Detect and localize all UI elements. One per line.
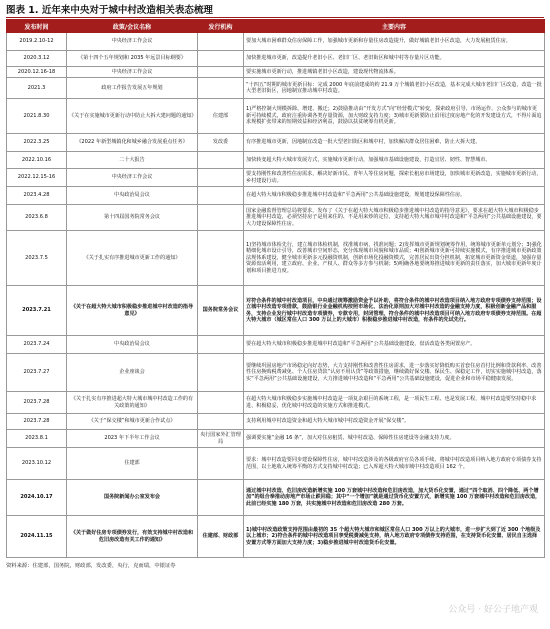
row-date: 2023.6.8 <box>7 205 67 231</box>
row-meeting: 《关于做好住房专项债券发行，有效支持城中村改造和危旧房改造有关工作的通知》 <box>67 516 198 558</box>
row-date: 2022.10.16 <box>7 152 67 169</box>
table-row <box>7 78 545 99</box>
row-content: 通过城中村改造、危旧房改造新增实施 100 万套城中村改造和危旧房改造，加大货币化安置，通过“四个取消、四个降低、两个增加”的组合拳推动房地产市场止跌回稳；其中“一个增加”就是通过货币化安置方式，新增实施 100 万套城中村改造和危旧房改造，此前已经实施 180 万套，共实施城中村改造和危旧房改造 280 万套。 <box>244 480 545 516</box>
row-issuer <box>198 33 244 51</box>
table-row <box>7 67 545 78</box>
table-row <box>7 286 545 336</box>
table-row <box>7 430 545 448</box>
row-issuer <box>198 480 244 516</box>
watermark: 公众号 · 好公子地产观 <box>448 605 538 615</box>
row-date: 2022.12.15-16 <box>7 169 67 187</box>
row-date: 2023.7.27 <box>7 354 67 392</box>
row-meeting: 《第十四个五年规划和 2035 年远景目标纲要》 <box>67 51 198 67</box>
row-date: 2023.7.28 <box>7 414 67 430</box>
row-issuer: 国务院常务会议 <box>198 286 244 336</box>
row-content: 要加大城市困难群众住房保障工作，加强城市更新和存量住房改造提升，做好城镇老旧小区改造，大力发展租赁住房。 <box>244 33 545 51</box>
row-issuer <box>198 231 244 286</box>
row-issuer <box>198 392 244 414</box>
row-content: 在超大特大城市积极稳步推进城中村改造和“平急两用”公共基础设施建设，规划建设保障性住房。 <box>244 187 545 205</box>
row-issuer: 住建部、财政部 <box>198 516 244 558</box>
column-header-content: 主要内容 <box>244 20 545 33</box>
table-row <box>7 51 545 67</box>
row-meeting: 中央政治局会议 <box>67 336 198 354</box>
row-issuer <box>198 354 244 392</box>
row-date: 2024.10.17 <box>7 480 67 516</box>
row-meeting: 《关于在实施城市更新行动中防止大拆大建问题的通知》 <box>67 99 198 134</box>
table-row <box>7 392 545 414</box>
row-date: 2021.8.30 <box>7 99 67 134</box>
row-issuer <box>198 169 244 187</box>
row-issuer <box>198 336 244 354</box>
row-issuer <box>198 448 244 480</box>
row-content: “十四五”时期的城市更新目标：完成 2000 年底前建成的约 21.9 万个城镇老旧小区改造，基本完成大城市老旧厂区改造，改造一批大型老旧街区，因地制宜推动城中村改造。 <box>244 78 545 99</box>
column-header-meeting: 政策/会议名称 <box>67 20 198 33</box>
row-issuer <box>198 152 244 169</box>
row-content: 要支持刚性和改善性住房需求，解决好新市民、青年人等住房问题，探索长租房市场建设，加快城市更新改造，实施城市更新行动，乡村建设行动。 <box>244 169 545 187</box>
table-row <box>7 231 545 286</box>
row-issuer: 住建部 <box>198 99 244 134</box>
row-date: 2023.7.5 <box>7 231 67 286</box>
row-content: 对符合条件的城中村改造项目，中央通过统筹激励资金予以补助，将符合条件的城中村改造项目纳入地方政府专项债券支持范围；设立城中村改造专项借款，鼓励银行业金融机构按照市场化、法治化原则加大对城中村改造的金融支持力度，积极创新金融产品和服务，支持企业发行城中村改造专项债券，专款专用，封闭管理，符合条件的城中村改造项目可纳入地方政府专项债券支持范围。在超大特大城市（城区常住人口 300 万以上的大城市）积极稳步推进城中村改造，有条件的先试先行。 <box>244 286 545 336</box>
table-row <box>7 33 545 51</box>
table-row <box>7 169 545 187</box>
table-row <box>7 414 545 430</box>
row-meeting: 《关于“保交楼”和城市更新合作试点》 <box>67 414 198 430</box>
row-date: 2023.10.12 <box>7 448 67 480</box>
table-row <box>7 480 545 516</box>
row-meeting: 国务院新闻办公室发布会 <box>67 480 198 516</box>
table-row <box>7 205 545 231</box>
table-row <box>7 99 545 134</box>
row-issuer <box>198 187 244 205</box>
row-date: 2023.7.28 <box>7 392 67 414</box>
row-content: 强调要实施“金融 16 条”，加大对住房租赁、城中村改造、保障性住房建设等金融支持力度。 <box>244 430 545 448</box>
column-header-date: 发布时间 <box>7 20 67 33</box>
column-header-issuer: 发行机构 <box>198 20 244 33</box>
table-row <box>7 152 545 169</box>
row-content: 有序推进城市更新，因地制宜改造一批大型老旧街区和城中村，加快解决群众居住困难，防止大拆大建。 <box>244 134 545 152</box>
table-row <box>7 516 545 558</box>
table-body <box>7 33 545 558</box>
row-date: 2021.3 <box>7 78 67 99</box>
row-issuer <box>198 67 244 78</box>
row-content: 要求：城中村改造要同步建设保障性住房，城中村改造涉及的各级政府官员各项手续、将城中村改造项目纳入地方政府专项债券支持范围，以土地收入统筹平衡的方式支持城中村改造；已入库超大特大城市城中村改造项目 162 个。 <box>244 448 545 480</box>
table-row <box>7 336 545 354</box>
row-date: 2020.12.16-18 <box>7 67 67 78</box>
row-content: 要在超大特大城市积极稳步推进城中村改造和“平急两用”公共基础设施建设，盘活改造各类闲置房产。 <box>244 336 545 354</box>
row-meeting: 中央经济工作会议 <box>67 67 198 78</box>
table-row <box>7 354 545 392</box>
row-meeting: 《关于在超大特大城市积极稳步推进城中村改造的指导意见》 <box>67 286 198 336</box>
row-content: 要继续巩固房地产市场稳定向好态势，大力支持刚性和改善性住房需求，进一步落实好降低购买首套住房首付比例和贷款利率、改善性住房换购税费减免、个人住房贷款“认房不用认贷”等政策措施，继续做好保交楼、保民生、保稳定工作，切实实施城中村改造，落实“平急两用”公共基础设施建设，大力推进城中村改造和“平急两用”公共基础设施建设，促进企业和市场平稳健康发展。 <box>244 354 545 392</box>
row-meeting: 中央经济工作会议 <box>67 169 198 187</box>
row-meeting: 中央政治局会议 <box>67 187 198 205</box>
row-content: 要实施城市更新行动，推进城镇老旧小区改造，建设现代物流体系。 <box>244 67 545 78</box>
row-issuer <box>198 78 244 99</box>
row-date: 2023.7.24 <box>7 336 67 354</box>
row-issuer: 发改委 <box>198 134 244 152</box>
row-issuer <box>198 414 244 430</box>
row-meeting: 二十大报告 <box>67 152 198 169</box>
row-date: 2022.3.25 <box>7 134 67 152</box>
row-meeting: 《2022 年新型城镇化和城乡融合发展重点任务》 <box>67 134 198 152</box>
row-meeting: 中央经济工作会议 <box>67 33 198 51</box>
figure-title: 图表 1. 近年来中央对于城中村改造相关表态梳理 <box>6 4 544 18</box>
row-date: 2023.7.21 <box>7 286 67 336</box>
row-date: 2020.3.12 <box>7 51 67 67</box>
row-meeting: 政府工作报告发展五年规划 <box>67 78 198 99</box>
row-content: 在超大特大城市积极稳步实施城中村改造是一项复杂艰巨的系统工程，是一项民生工程、也是发展工程，城中村改造要坚持稳中求进、积极稳妥，优化城中村改造的实施方式和推进模式。 <box>244 392 545 414</box>
source-note: 资料来源：住建部，国务院，财政部，发改委，央行，克而瑞，中银证券 <box>6 563 176 569</box>
table-header-row <box>7 20 545 33</box>
row-content: 加快推进城市更新，改造提升老旧小区、老旧厂区、老旧街区和城中村等存量片区功能。 <box>244 51 545 67</box>
table-row <box>7 134 545 152</box>
policy-table <box>6 19 545 558</box>
table-row <box>7 448 545 480</box>
row-meeting: 企业座谈会 <box>67 354 198 392</box>
row-date: 2024.11.15 <box>7 516 67 558</box>
row-content: 加快转变超大特大城市发展方式，实施城市更新行动，加强城市基础设施建设，打造宜居、韧性、智慧城市。 <box>244 152 545 169</box>
row-content: 1)严格控制大规模拆除、增建、搬迁；2)鼓励推动由“开发方式”向“经营模式”转变，探索政府引导、市场运作、公众参与的城市更新可持续模式，政府注重协调各类存量资源，加大财政支持力度；3)城市更新要防止沿用过度房地产化的开发建设方式，不得片面追求规模扩张带来的短期效益和经济利益，鼓励以扶贫统筹有机更新。 <box>244 99 545 134</box>
row-meeting: 住建部 <box>67 448 198 480</box>
row-issuer <box>198 51 244 67</box>
row-meeting: 《关于扎实有序推进超大特大城市城中村改造工作的有关政策的通知》 <box>67 392 198 414</box>
row-issuer: 央行国家外汇管理局 <box>198 430 244 448</box>
row-content: 1)城中村改造政策支持范围由最初的 35 个超大特大城市和城区常住人口 300 万以上的大城市，进一步扩大到了近 300 个地级及以上城市；2)符合条件的城中村改造项目享受税费减免支持，纳入地方政府专项债券支持范围，在支持货币化安置、居民自主选择安置方式等方面加大支持力度；3)稳步推进城中村改造货币化安置。 <box>244 516 545 558</box>
row-date: 2023.8.1 <box>7 430 67 448</box>
row-content: 1)坚持城市体检先行，建立城市体检机制，找准城市病，找准问题；2)发挥城市更新规划统筹作用，统筹城市更新单元划分；3)强化精细化城市设计引导，改善城市空间形态，充分体现城市风貌和城市品质；4)创新城市更新可持续实施模式，有序推进城市更新政策法规体系建设，健全城市更新多元投融资机制，创新市场化投融资模式，完善居民出资分担机制，拓宽城市更新资金渠道，加强存量资源盘活利用，建立政府、企业、产权人、群众等多方参与机制；5)明确各地要统筹推进城市更新的责任落实，加大城市更新年度计划和项目推进力度。 <box>244 231 545 286</box>
row-date: 2019.2.10-12 <box>7 33 67 51</box>
row-issuer <box>198 205 244 231</box>
table-row <box>7 187 545 205</box>
row-meeting: 第十四届国务院常务会议 <box>67 205 198 231</box>
row-content: 国家金融监督管理总局将要求，发布了《关于在超大特大城市积极稳步推进城中村改造的指导意见》，要求在超大特大城市积极稳步推进城中村改造，必须坚持房子是用来住的、不是用来炒的定位，支持超大特大城市城中村改造和“平急两用”公共基础设施建设，要大力建设保障性住房。 <box>244 205 545 231</box>
row-date: 2023.4.28 <box>7 187 67 205</box>
row-meeting: 《关于扎实有序推进城市更新工作的通知》 <box>67 231 198 286</box>
row-content: 支持利用城中村改造资金和超大特大城市城中村改造资金开展“保交楼”。 <box>244 414 545 430</box>
row-meeting: 2023 年下半年工作会议 <box>67 430 198 448</box>
